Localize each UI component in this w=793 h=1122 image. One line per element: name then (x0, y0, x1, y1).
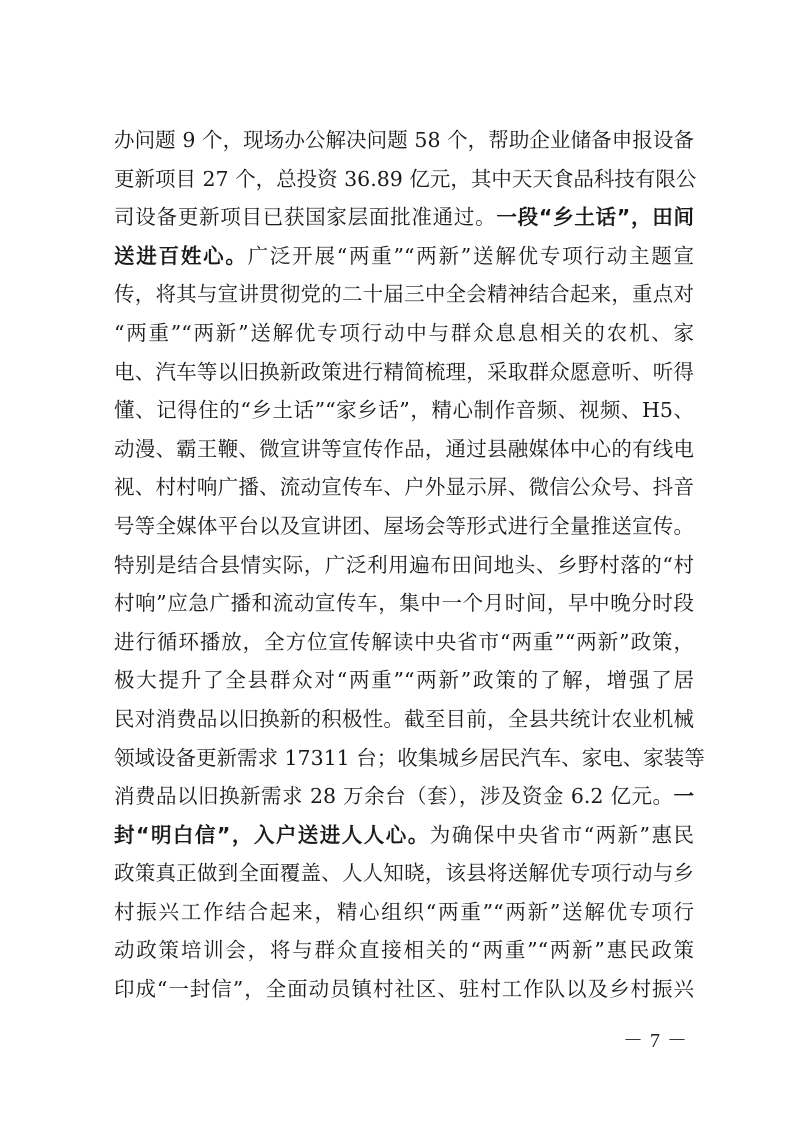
text-line (114, 546, 694, 585)
text-line (114, 468, 694, 507)
text-segment: 民对消费品以旧换新的积极性。截至目前，全县共统计农业机械 (114, 706, 694, 731)
text-segment: 司设备更新项目已获国家层面批准通过。 (114, 205, 497, 230)
bold-text-segment: 送进百姓心。 (114, 243, 248, 268)
text-segment: 村振兴工作结合起来，精心组织“两重”“两新”送解优专项行 (114, 899, 694, 924)
text-line (114, 970, 694, 1009)
text-line (114, 931, 694, 970)
text-segment: 为确保中央省市“两新”惠民 (429, 822, 694, 847)
text-segment: 消费品以旧换新需求 28 万余台（套），涉及资金 6.2 亿元。 (114, 784, 674, 809)
text-segment: 动漫、霸王鞭、微宣讲等宣传作品，通过县融媒体中心的有线电 (114, 436, 694, 461)
text-line (114, 121, 694, 160)
text-line (114, 584, 694, 623)
text-line (114, 623, 694, 662)
text-segment: 政策真正做到全面覆盖、人人知晓，该县将送解优专项行动与乡 (114, 861, 694, 886)
text-segment: 进行循环播放，全方位宣传解读中央省市“两重”“两新”政策， (114, 629, 694, 654)
text-line (114, 275, 694, 314)
text-line (114, 353, 694, 392)
text-segment: 视、村村响广播、流动宣传车、户外显示屏、微信公众号、抖音 (114, 475, 694, 500)
text-segment: 动政策培训会，将与群众直接相关的“两重”“两新”惠民政策 (114, 938, 694, 963)
text-line (114, 854, 694, 893)
text-line (114, 661, 694, 700)
text-segment: 办问题 9 个，现场办公解决问题 58 个，帮助企业储备申报设备 (114, 128, 694, 152)
text-line (114, 160, 697, 199)
text-segment: 特别是结合县情实际，广泛利用遍布田间地头、乡野村落的“村 (114, 552, 694, 577)
text-line (114, 314, 694, 353)
page-number: － 7 － (623, 1030, 688, 1052)
text-segment: “两重”“两新”送解优专项行动中与群众息息相关的农机、家 (114, 320, 694, 345)
text-segment: 更新项目 27 个，总投资 36.89 亿元，其中天天食品科技有限公 (114, 166, 697, 191)
bold-text-segment: 封“明白信”，入户送进人人心。 (114, 822, 430, 847)
document-body (114, 121, 705, 1009)
text-line (114, 507, 694, 546)
text-line (114, 816, 694, 855)
text-line (114, 237, 694, 276)
text-line (114, 198, 694, 237)
text-segment: 电、汽车等以旧换新政策进行精简梳理，采取群众愿意听、听得 (114, 359, 694, 384)
text-line (114, 391, 694, 430)
bold-text-segment: 一段“乡土话”，田间 (496, 205, 695, 230)
text-line (114, 777, 694, 816)
text-segment: 极大提升了全县群众对“两重”“两新”政策的了解，增强了居 (114, 668, 694, 693)
text-segment: 号等全媒体平台以及宣讲团、屋场会等形式进行全量推送宣传。 (114, 513, 694, 538)
text-segment: 广泛开展“两重”“两新”送解优专项行动主题宣 (247, 243, 695, 268)
text-segment: 懂、记得住的“乡土话”“家乡话”，精心制作音频、视频、H5、 (114, 398, 694, 423)
text-line (114, 700, 694, 739)
text-segment: 印成“一封信”，全面动员镇村社区、驻村工作队以及乡村振兴 (114, 977, 694, 1002)
text-line (114, 430, 694, 469)
bold-text-segment: 一 (673, 784, 694, 809)
text-segment: 传，将其与宣讲贯彻党的二十届三中全会精神结合起来，重点对 (114, 282, 694, 307)
text-segment: 领域设备更新需求 17311 台；收集城乡居民汽车、家电、家装等 (114, 745, 705, 770)
text-line (114, 739, 705, 778)
text-segment: 村响”应急广播和流动宣传车，集中一个月时间，早中晚分时段 (114, 591, 694, 616)
text-line (114, 893, 694, 932)
